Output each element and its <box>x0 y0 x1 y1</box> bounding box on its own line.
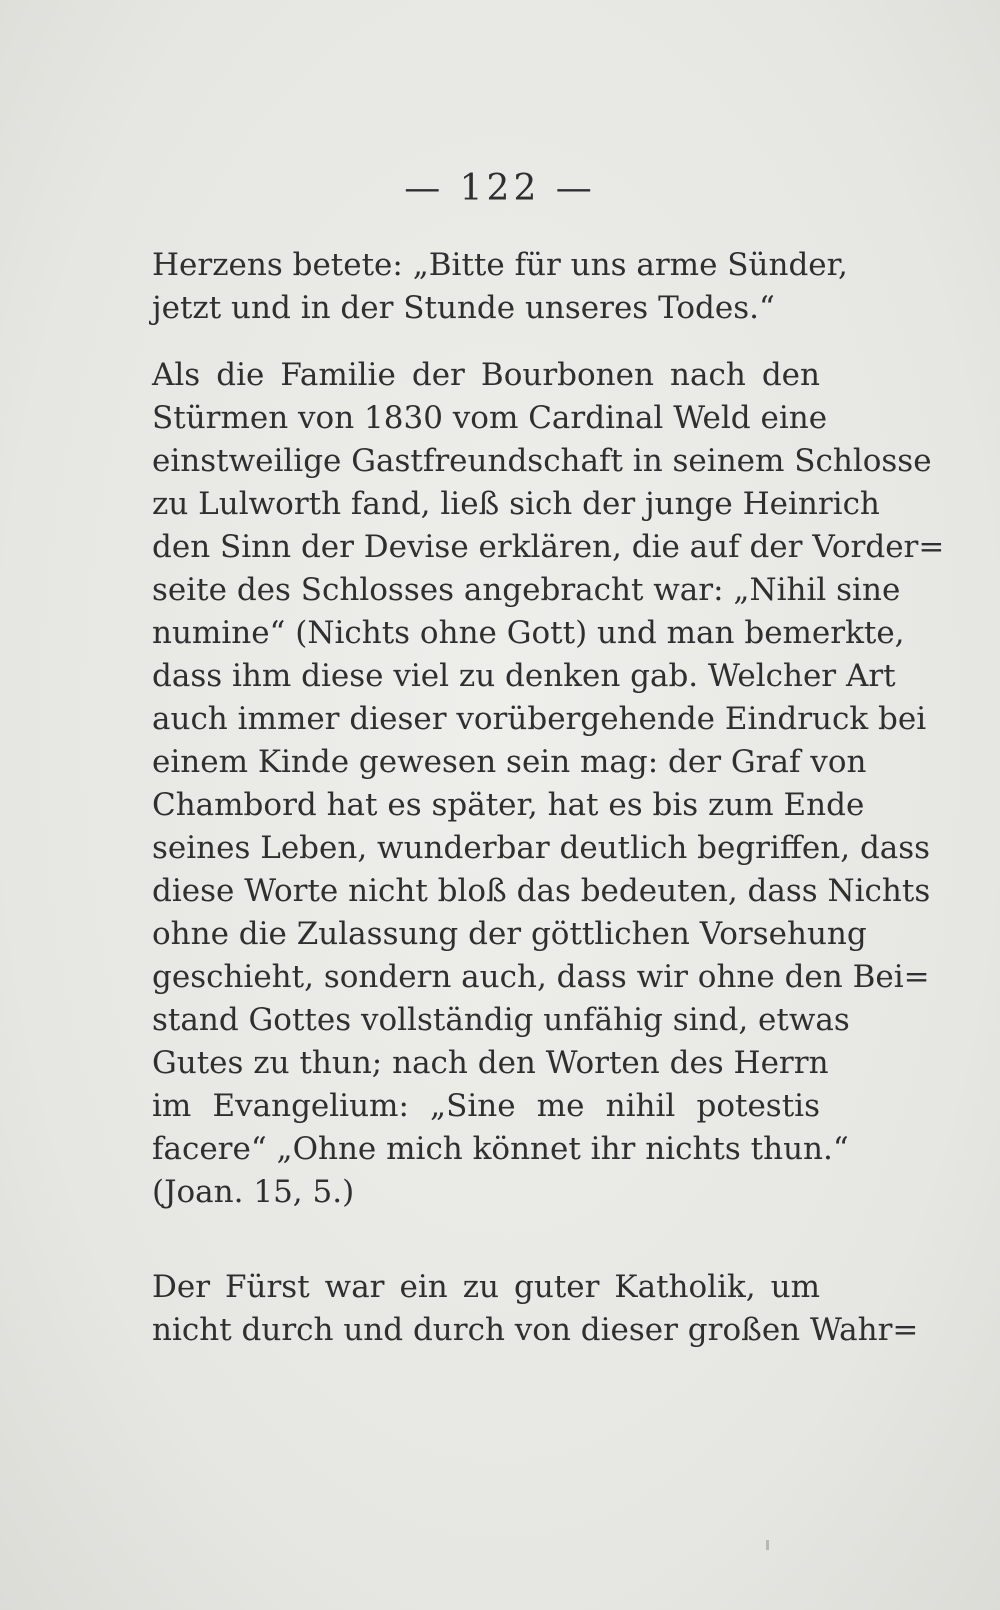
text-line: nicht durch und durch von dieser großen Wahr= <box>152 1312 919 1348</box>
text-line: Gutes zu thun; nach den Worten des Herrn <box>152 1045 829 1081</box>
text-line: stand Gottes vollständig unfähig sind, etwas <box>152 1002 850 1038</box>
text-line: Stürmen von 1830 vom Cardinal Weld eine <box>152 400 828 436</box>
text-line: geschieht, sondern auch, dass wir ohne den Bei= <box>152 959 930 995</box>
paragraph <box>152 354 945 1214</box>
text-line: ohne die Zulassung der göttlichen Vorsehung <box>152 916 867 952</box>
text-line: einstweilige Gastfreundschaft in seinem Schlosse <box>152 443 932 479</box>
text-line: Herzens betete: „Bitte für uns arme Sünder, <box>152 247 848 283</box>
text-line: seite des Schlosses angebracht war: „Nihil sine <box>152 572 901 608</box>
text-line: numine“ (Nichts ohne Gott) und man bemerkte, <box>152 615 905 651</box>
paragraph <box>152 244 848 330</box>
text-line: dass ihm diese viel zu denken gab. Welcher Art <box>152 658 896 694</box>
page-number: — 122 — <box>404 168 596 209</box>
text-line: jetzt und in der Stunde unseres Todes.“ <box>152 290 775 326</box>
text-line: facere“ „Ohne mich könnet ihr nichts thun.“ <box>152 1131 849 1167</box>
text-line: im Evangelium: „Sine me nihil potestis <box>152 1088 820 1124</box>
paragraph <box>152 1266 919 1352</box>
text-line: Der Fürst war ein zu guter Katholik, um <box>152 1269 820 1305</box>
text-line: Als die Familie der Bourbonen nach den <box>152 357 820 393</box>
text-line: auch immer dieser vorübergehende Eindruck bei <box>152 701 927 737</box>
text-line: diese Worte nicht bloß das bedeuten, dass Nichts <box>152 873 931 909</box>
text-line: den Sinn der Devise erklären, die auf der Vorder= <box>152 529 945 565</box>
text-line: seines Leben, wunderbar deutlich begriffen, dass <box>152 830 931 866</box>
text-line: einem Kinde gewesen sein mag: der Graf von <box>152 744 867 780</box>
text-line: Chambord hat es später, hat es bis zum Ende <box>152 787 865 823</box>
paper-speck <box>766 1540 769 1550</box>
text-line: (Joan. 15, 5.) <box>152 1174 355 1210</box>
text-line: zu Lulworth fand, ließ sich der junge Heinrich <box>152 486 880 522</box>
